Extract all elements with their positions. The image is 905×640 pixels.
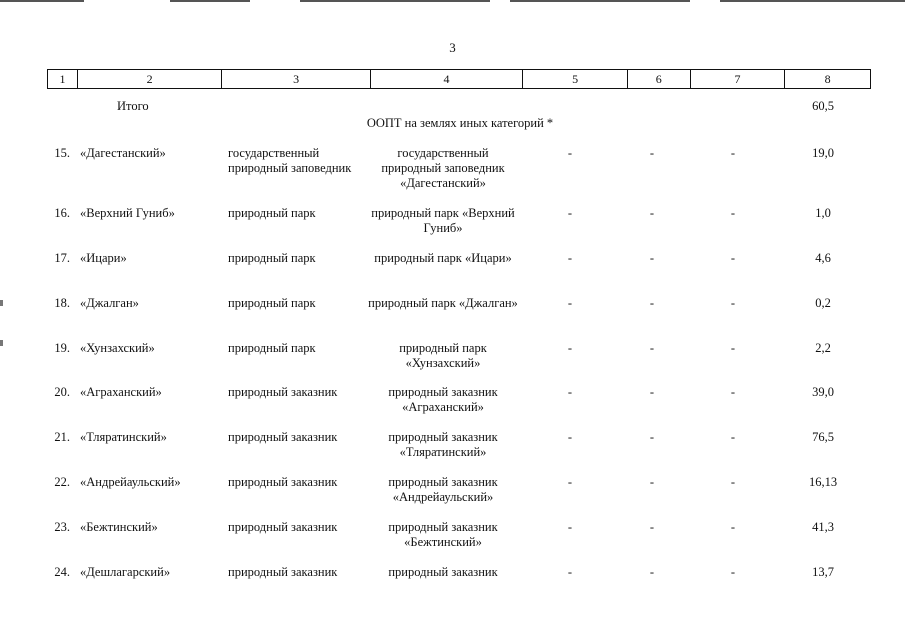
object-category: природный парк	[228, 341, 316, 355]
object-category: государственный природный заповедник	[228, 146, 352, 175]
scan-edge-line	[720, 0, 905, 2]
cell-col5: -	[567, 565, 573, 579]
cell-area: 16,13	[808, 475, 838, 489]
cell-area: 2,2	[815, 341, 831, 355]
table-row	[0, 206, 905, 246]
cell-col5: -	[567, 296, 573, 310]
object-name: «Андрейаульский»	[80, 475, 181, 489]
object-name: «Бежтинский»	[80, 520, 158, 534]
object-name: «Верхний Гуниб»	[80, 206, 175, 220]
header-cell: 5	[523, 70, 628, 88]
cell-col5: -	[567, 520, 573, 534]
cell-area: 41,3	[812, 520, 834, 534]
cell-col7: -	[730, 251, 736, 265]
object-category: природный заказник	[228, 385, 338, 399]
object-full-name: природный парк «Верхний Гуниб»	[371, 206, 515, 235]
table-row	[0, 565, 905, 605]
cell-col5: -	[567, 251, 573, 265]
scan-edge-line	[0, 0, 84, 2]
header-cell: 7	[691, 70, 786, 88]
object-category: природный заказник	[228, 430, 338, 444]
cell-col6: -	[649, 475, 655, 489]
table-row	[0, 475, 905, 515]
row-number: 15.	[54, 146, 70, 160]
object-category: природный парк	[228, 206, 316, 220]
page-number: 3	[449, 40, 456, 55]
table-row	[0, 251, 905, 291]
row-number: 20.	[54, 385, 70, 399]
header-cell: 8	[824, 72, 831, 86]
total-value: 60,5	[812, 99, 834, 113]
cell-col7: -	[730, 385, 736, 399]
cell-col5: -	[567, 475, 573, 489]
cell-area: 76,5	[812, 430, 834, 444]
row-number: 24.	[54, 565, 70, 579]
scan-edge-line	[300, 0, 490, 2]
cell-col6: -	[649, 385, 655, 399]
object-full-name: государственный природный заповедник «Дагестанский»	[381, 146, 505, 190]
object-full-name: природный парк «Ицари»	[374, 251, 512, 265]
table-row	[0, 430, 905, 470]
row-number: 19.	[54, 341, 70, 355]
cell-area: 39,0	[812, 385, 834, 399]
table-row	[0, 341, 905, 381]
row-number: 17.	[54, 251, 70, 265]
cell-col7: -	[730, 206, 736, 220]
cell-col7: -	[730, 430, 736, 444]
cell-col7: -	[730, 475, 736, 489]
section-title: ООПТ на землях иных категорий *	[366, 116, 554, 130]
row-number: 16.	[54, 206, 70, 220]
cell-col6: -	[649, 251, 655, 265]
object-full-name: природный заказник «Андрейаульский»	[388, 475, 498, 504]
total-label: Итого	[117, 99, 149, 113]
object-category: природный парк	[228, 296, 316, 310]
object-name: «Хунзахский»	[80, 341, 155, 355]
scan-edge-line	[170, 0, 250, 2]
object-full-name: природный парк «Хунзахский»	[399, 341, 487, 370]
cell-col6: -	[649, 430, 655, 444]
cell-col5: -	[567, 385, 573, 399]
object-category: природный заказник	[228, 565, 338, 579]
cell-col6: -	[649, 296, 655, 310]
object-name: «Аграханский»	[80, 385, 162, 399]
cell-col7: -	[730, 565, 736, 579]
row-number: 22.	[54, 475, 70, 489]
scan-edge-line	[510, 0, 690, 2]
object-full-name: природный заказник «Бежтинский»	[388, 520, 498, 549]
cell-col6: -	[649, 206, 655, 220]
row-number: 18.	[54, 296, 70, 310]
object-full-name: природный заказник «Тляратинский»	[388, 430, 498, 459]
table-row	[0, 520, 905, 560]
cell-col6: -	[649, 520, 655, 534]
object-name: «Ицари»	[80, 251, 127, 265]
header-cell: 6	[628, 70, 691, 88]
object-full-name: природный заказник «Аграханский»	[388, 385, 498, 414]
object-full-name: природный парк «Джалган»	[368, 296, 518, 310]
cell-area: 19,0	[812, 146, 834, 160]
cell-area: 1,0	[815, 206, 831, 220]
header-cell: 4	[371, 70, 523, 88]
object-full-name: природный заказник	[388, 565, 498, 579]
cell-col7: -	[730, 296, 736, 310]
cell-area: 0,2	[815, 296, 831, 310]
object-category: природный заказник	[228, 520, 338, 534]
object-name: «Джалган»	[80, 296, 139, 310]
header-cell: 1	[48, 70, 78, 88]
cell-col5: -	[567, 430, 573, 444]
object-name: «Дешлагарский»	[80, 565, 171, 579]
row-number: 21.	[54, 430, 70, 444]
table-row	[0, 296, 905, 336]
cell-area: 13,7	[812, 565, 834, 579]
cell-col5: -	[567, 146, 573, 160]
cell-col7: -	[730, 520, 736, 534]
table-row	[0, 146, 905, 190]
cell-area: 4,6	[815, 251, 831, 265]
object-name: «Тляратинский»	[80, 430, 167, 444]
object-category: природный заказник	[228, 475, 338, 489]
cell-col7: -	[730, 146, 736, 160]
table-row	[0, 385, 905, 425]
object-category: природный парк	[228, 251, 316, 265]
object-name: «Дагестанский»	[80, 146, 166, 160]
cell-col7: -	[730, 341, 736, 355]
cell-col6: -	[649, 146, 655, 160]
header-cell: 3	[222, 70, 370, 88]
cell-col6: -	[649, 341, 655, 355]
cell-col6: -	[649, 565, 655, 579]
table-header	[47, 69, 871, 89]
row-number: 23.	[54, 520, 70, 534]
cell-col5: -	[567, 341, 573, 355]
cell-col5: -	[567, 206, 573, 220]
header-cell: 2	[78, 70, 222, 88]
